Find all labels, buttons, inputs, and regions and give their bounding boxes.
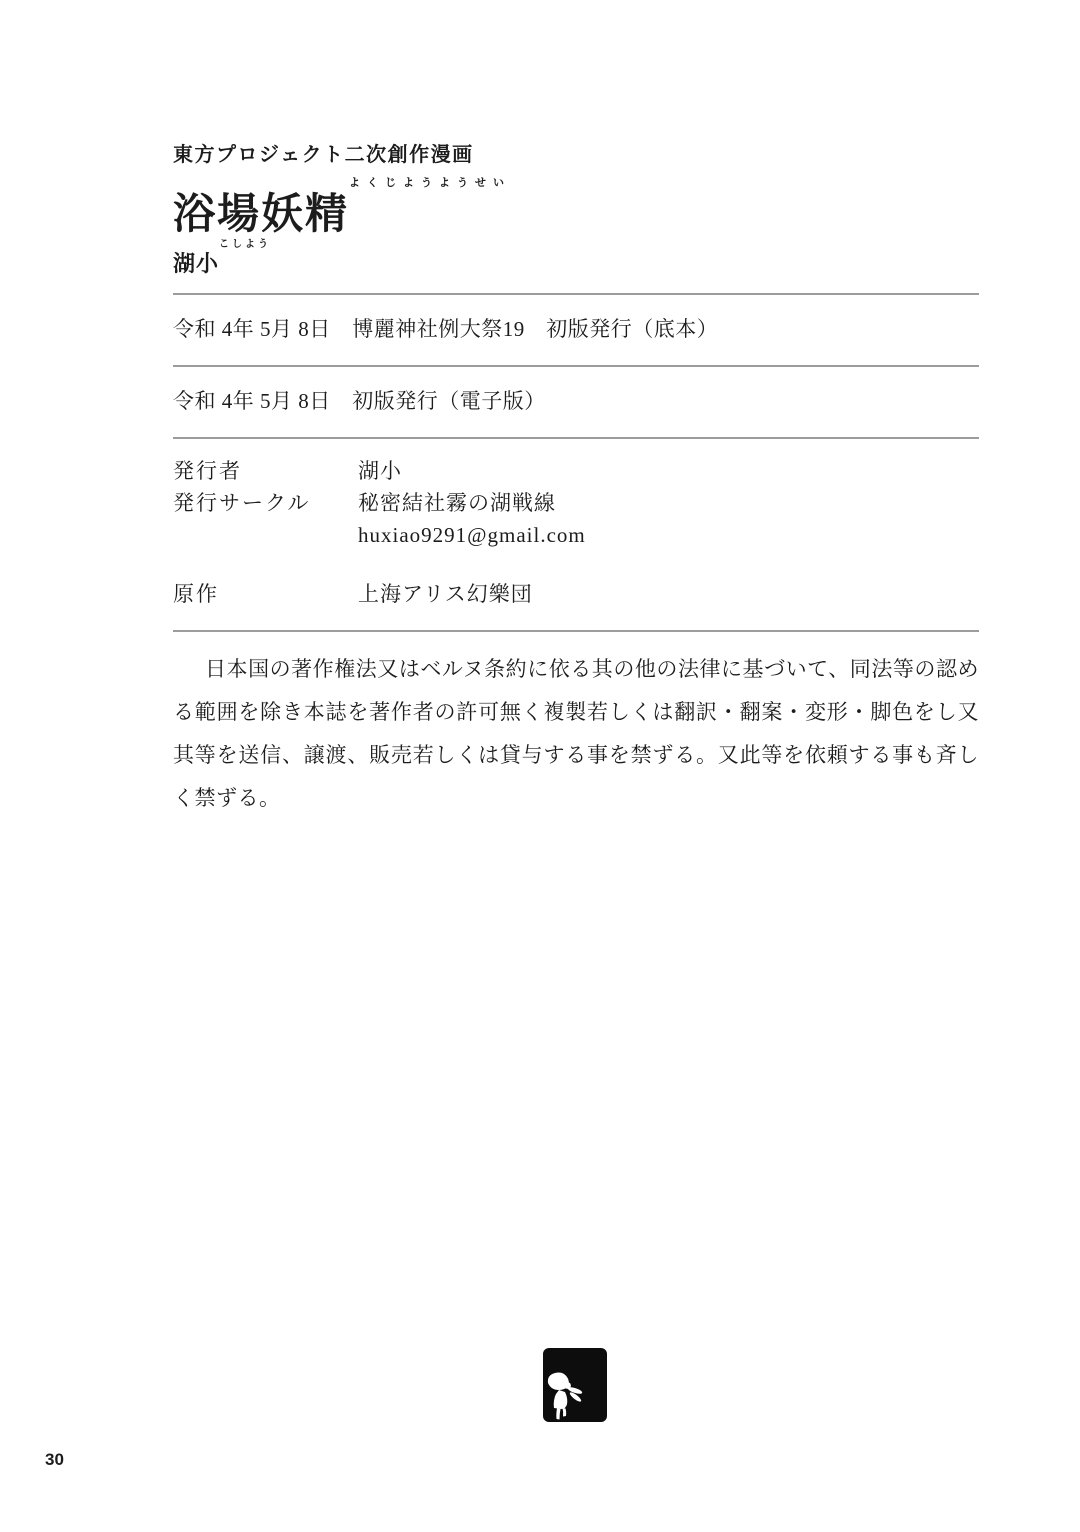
title-block (173, 177, 979, 237)
edition-digital-row: 令和 4年 5月 8日 初版発行（電子版） (173, 388, 546, 413)
page-title-text: 浴場妖精 (173, 190, 350, 237)
author-name-furigana: こしよう (219, 239, 272, 251)
credit-row-circle (173, 487, 979, 519)
colophon-content (173, 138, 979, 820)
author-name-text: 湖小 (173, 251, 220, 277)
page-title (173, 177, 511, 237)
credit-row-email (173, 519, 979, 551)
copyright-notice: 日本国の著作権法又はベルヌ条約に依る其の他の法律に基づいて、同法等の認める範囲を除き本誌を著作者の許可無く複製若しくは翻訳・翻案・変形・脚色をし又其等を送信、譲渡、販売若しくは貸与する事を禁ずる。又此等を依頼する事も斉しく禁ずる。 (173, 656, 979, 810)
credit-label: 発行サークル (173, 490, 311, 515)
credit-row-original-work (173, 578, 979, 610)
credit-label: 原作 (173, 581, 219, 606)
fairy-icon (543, 1348, 607, 1422)
page-title-furigana: よくじようようせい (349, 177, 512, 189)
credit-value: 上海アリス幻樂団 (358, 581, 533, 606)
author-name (173, 239, 271, 277)
series-label: 東方プロジェクト二次創作漫画 (173, 144, 474, 166)
credit-label: 発行者 (173, 458, 242, 483)
divider (173, 630, 979, 632)
credit-value: 秘密結社霧の湖戦線 (358, 490, 556, 515)
edition-print-row: 令和 4年 5月 8日 博麗神社例大祭19 初版発行（底本） (173, 316, 719, 341)
page-number: 30 (45, 1450, 64, 1469)
credit-row-publisher (173, 455, 979, 487)
credits-table (173, 455, 979, 610)
divider (173, 437, 979, 439)
credit-label (173, 519, 358, 551)
author-block (173, 239, 979, 277)
credit-email: huxiao9291@gmail.com (358, 522, 586, 547)
circle-logo (543, 1348, 607, 1422)
credit-value: 湖小 (358, 458, 402, 483)
